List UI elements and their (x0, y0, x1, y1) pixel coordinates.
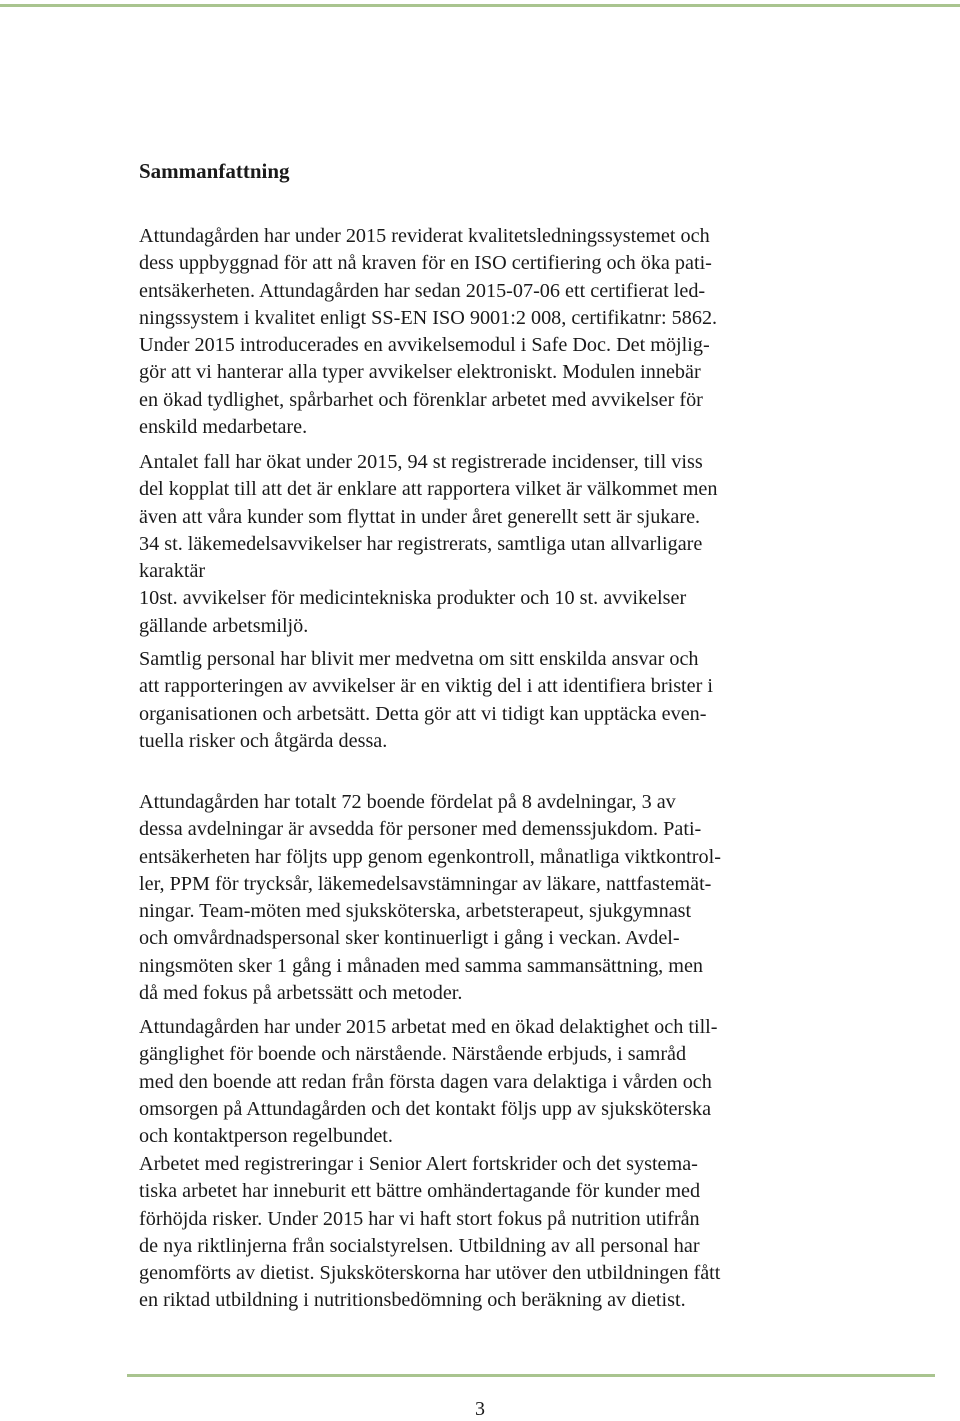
text-line: 34 st. läkemedelsavvikelser har registrerats, samtliga utan allvarligare (139, 532, 703, 555)
text-line: 10st. avvikelser för medicintekniska produkter och 10 st. avvikelser (139, 587, 687, 610)
text-line: genomförts av dietist. Sjuksköterskorna har utöver den utbildningen fått (139, 1262, 721, 1285)
text-line: tuella risker och åtgärda dessa. (139, 729, 388, 752)
header-rule (0, 4, 960, 7)
text-line: gällande arbetsmiljö. (139, 614, 309, 637)
text-line: gör att vi hanterar alla typer avvikelser elektroniskt. Modulen innebär (139, 361, 701, 384)
text-line: en riktad utbildning i nutritionsbedömning och beräkning av dietist. (139, 1289, 686, 1312)
text-line: ler, PPM för trycksår, läkemedelsavstämningar av läkare, nattfastemät- (139, 872, 712, 895)
text-line: att rapporteringen av avvikelser är en viktig del i att identifiera brister i (139, 675, 714, 698)
text-line: ningar. Team-möten med sjuksköterska, arbetsterapeut, sjukgymnast (139, 900, 692, 923)
text-line: del kopplat till att det är enklare att rapportera vilket är välkommet men (139, 478, 718, 501)
paragraph-senior-alert (139, 1151, 720, 1315)
text-line: de nya riktlinjerna från socialstyrelsen. Utbildning av all personal har (139, 1234, 700, 1257)
paragraph-residents-safety (139, 789, 721, 1007)
text-line: enskild medarbetare. (139, 416, 308, 439)
text-line: då med fokus på arbetssätt och metoder. (139, 982, 463, 1005)
text-line: Antalet fall har ökat under 2015, 94 st registrerade incidenser, till viss (139, 451, 703, 473)
text-line: Attundagården har under 2015 arbetat med en ökad delaktighet och till- (139, 1016, 718, 1038)
text-line: och kontaktperson regelbundet. (139, 1125, 393, 1148)
page-number: 3 (475, 1398, 485, 1420)
text-line: tiska arbetet har inneburit ett bättre omhändertagande för kunder med (139, 1180, 701, 1203)
text-line: gänglighet för boende och närstående. Närstående erbjuds, i samråd (139, 1043, 687, 1066)
text-line: och omvårdnadspersonal sker kontinuerligt i gång i veckan. Avdel- (139, 927, 680, 950)
text-line: dessa avdelningar är avsedda för personer med demenssjukdom. Pati- (139, 818, 702, 841)
paragraph-participation (139, 1014, 718, 1150)
text-line: entsäkerheten har följts upp genom egenkontroll, månatliga viktkontrol- (139, 845, 721, 868)
text-line: Samtlig personal har blivit mer medvetna om sitt enskilda ansvar och (139, 648, 699, 670)
page-heading: Sammanfattning (139, 159, 290, 183)
text-line: dess uppbyggnad för att nå kraven för en ISO certifiering och öka pati- (139, 252, 712, 275)
text-line: organisationen och arbetsätt. Detta gör att vi tidigt kan upptäcka even- (139, 702, 707, 725)
text-line: även att våra kunder som flyttat in under året generellt sett är sjukare. (139, 505, 701, 528)
text-line: en ökad tydlighet, spårbarhet och förenklar arbetet med avvikelser för (139, 388, 703, 411)
text-line: med den boende att redan från första dagen vara delaktiga i vården och (139, 1070, 712, 1093)
text-line: Arbetet med registreringar i Senior Alert fortskrider och det systema- (139, 1153, 698, 1175)
text-line: entsäkerheten. Attundagården har sedan 2015-07-06 ett certifierat led- (139, 279, 706, 302)
text-line: ningssystem i kvalitet enligt SS-EN ISO 9001:2 008, certifikatnr: 5862. (139, 306, 718, 329)
text-line: Under 2015 introducerades en avvikelsemodul i Safe Doc. Det möjlig- (139, 334, 710, 357)
paragraph-staff-awareness (139, 646, 713, 755)
paragraph-incidents (139, 449, 718, 640)
text-line: karaktär (139, 560, 206, 583)
text-line: omsorgen på Attundagården och det kontakt följs upp av sjuksköterska (139, 1097, 712, 1120)
text-line: ningsmöten sker 1 gång i månaden med samma sammansättning, men (139, 954, 704, 977)
footer-rule (127, 1374, 935, 1377)
paragraph-quality-system (139, 223, 717, 441)
text-line: Attundagården har under 2015 reviderat kvalitetsledningssystemet och (139, 225, 710, 247)
text-line: förhöjda risker. Under 2015 har vi haft stort fokus på nutrition utifrån (139, 1207, 700, 1230)
text-line: Attundagården har totalt 72 boende fördelat på 8 avdelningar, 3 av (139, 791, 676, 813)
